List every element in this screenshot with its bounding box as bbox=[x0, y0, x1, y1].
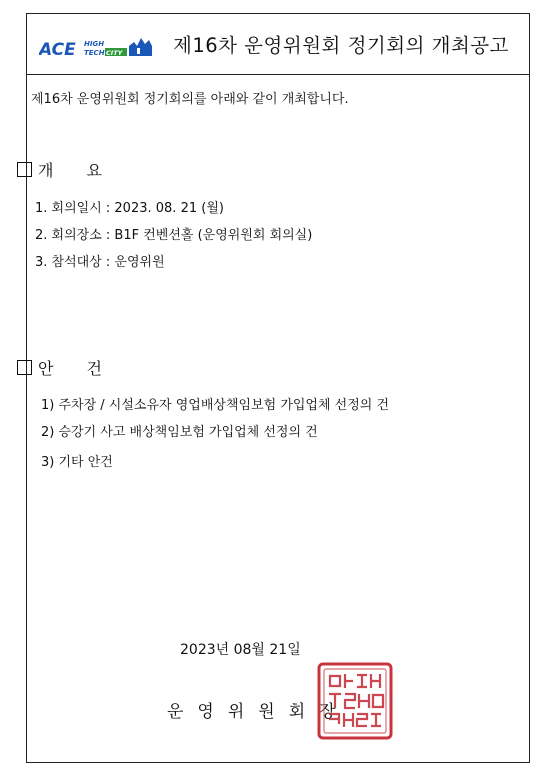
official-seal-stamp bbox=[317, 662, 393, 740]
agenda-item: 2) 승강기 사고 배상책임보험 가입업체 선정의 건 bbox=[41, 425, 318, 440]
overview-heading bbox=[17, 158, 116, 181]
notice-title: 제16차 운영위원회 정기회의 개최공고 bbox=[173, 34, 509, 57]
svg-text:CITY: CITY bbox=[106, 49, 123, 57]
svg-text:TECH: TECH bbox=[84, 49, 105, 57]
checkbox-icon bbox=[17, 162, 32, 177]
overview-heading-label: 개 요 bbox=[38, 161, 116, 180]
agenda-heading bbox=[17, 356, 116, 379]
agenda-item: 1) 주차장 / 시설소유자 영업배상책임보험 가입업체 선정의 건 bbox=[41, 398, 390, 413]
overview-item: 1. 회의일시 : 2023. 08. 21 (월) bbox=[35, 201, 224, 216]
ace-high-tech-city-logo bbox=[39, 34, 157, 60]
overview-item: 2. 회의장소 : B1F 컨벤션홀 (운영위원회 회의실) bbox=[35, 228, 313, 243]
svg-text:ACE: ACE bbox=[39, 40, 76, 60]
agenda-item: 3) 기타 안건 bbox=[41, 455, 113, 470]
notice-date: 2023년 08월 21일 bbox=[180, 642, 301, 658]
signer-title: 운영위원회장 bbox=[167, 702, 350, 722]
svg-text:HIGH: HIGH bbox=[84, 40, 105, 48]
checkbox-icon bbox=[17, 360, 32, 375]
overview-item: 3. 참석대상 : 운영위원 bbox=[35, 255, 165, 270]
agenda-heading-label: 안 건 bbox=[38, 359, 116, 378]
header bbox=[27, 14, 529, 75]
intro-text: 제16차 운영위원회 정기회의를 아래와 같이 개최합니다. bbox=[31, 92, 349, 107]
